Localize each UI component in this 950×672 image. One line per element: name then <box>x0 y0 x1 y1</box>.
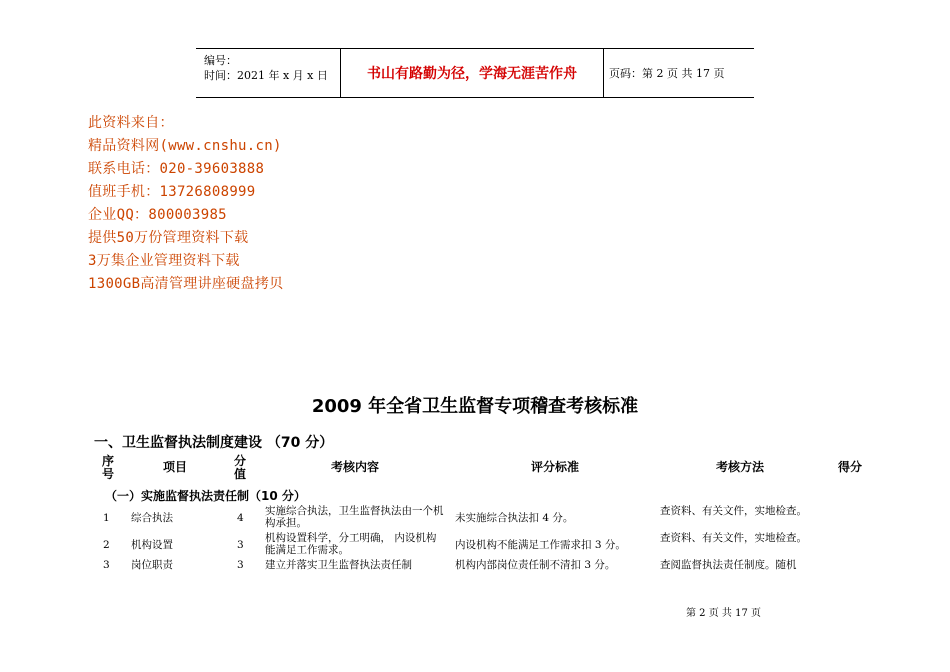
header-score: 分 值 <box>233 454 246 481</box>
header-no: 序 号 <box>101 454 114 481</box>
row-no: 2 <box>103 539 110 551</box>
row-no: 3 <box>103 559 110 571</box>
source-line: 此资料来自： <box>88 115 174 131</box>
source-line: 值班手机：13726808999 <box>88 184 256 200</box>
number-label: 编号： <box>204 54 237 67</box>
source-line: 3万集企业管理资料下载 <box>88 253 240 269</box>
page-header <box>196 48 754 98</box>
row-criteria: 内设机构不能满足工作需求扣 3 分。 <box>455 539 626 551</box>
section-title: 一、卫生监督执法制度建设 （70 分） <box>94 435 334 451</box>
page-footer: 第 2 页 共 17 页 <box>686 608 761 619</box>
row-score: 3 <box>237 559 244 571</box>
row-criteria: 机构内部岗位责任制不清扣 3 分。 <box>455 559 616 571</box>
source-line: 企业QQ：800003985 <box>88 207 227 223</box>
source-line: 提供50万份管理资料下载 <box>88 230 249 246</box>
row-item: 岗位职责 <box>131 559 173 571</box>
source-line: 联系电话：020-39603888 <box>88 161 265 177</box>
subsection-title: （一）实施监督执法责任制（10 分） <box>105 489 306 503</box>
header-content: 考核内容 <box>330 460 379 474</box>
row-score: 3 <box>237 539 244 551</box>
row-item: 机构设置 <box>131 539 173 551</box>
header-result: 得分 <box>837 460 862 474</box>
source-line: 1300GB高清管理讲座硬盘拷贝 <box>88 276 284 292</box>
source-line: 精品资料网(www.cnshu.cn) <box>88 138 282 154</box>
time-label: 时间：2021 年 x 月 x 日 <box>204 69 328 82</box>
row-criteria: 未实施综合执法扣 4 分。 <box>455 512 574 524</box>
header-meta <box>196 49 340 97</box>
row-content: 建立并落实卫生监督执法责任制 <box>265 559 412 571</box>
header-item: 项目 <box>162 460 187 474</box>
header-criteria: 评分标准 <box>530 460 579 474</box>
row-score: 4 <box>237 512 244 524</box>
row-content: 机构设置科学，分工明确， 内设机构能满足工作需求。 <box>265 532 437 556</box>
header-method: 考核方法 <box>715 460 764 474</box>
row-no: 1 <box>103 512 110 524</box>
row-method: 查阅监督执法责任制度。随机 <box>660 559 797 571</box>
motto: 书山有路勤为径，学海无涯苦作舟 <box>340 49 604 97</box>
row-content: 实施综合执法，卫生监督执法由一个机构承担。 <box>265 505 444 529</box>
page-code: 页码：第 2 页 共 17 页 <box>609 67 725 80</box>
row-method: 查资料、有关文件，实地检查。 <box>660 505 807 517</box>
document-title: 2009 年全省卫生监督专项稽查考核标准 <box>311 396 639 417</box>
row-method: 查资料、有关文件，实地检查。 <box>660 532 807 544</box>
row-item: 综合执法 <box>131 512 173 524</box>
